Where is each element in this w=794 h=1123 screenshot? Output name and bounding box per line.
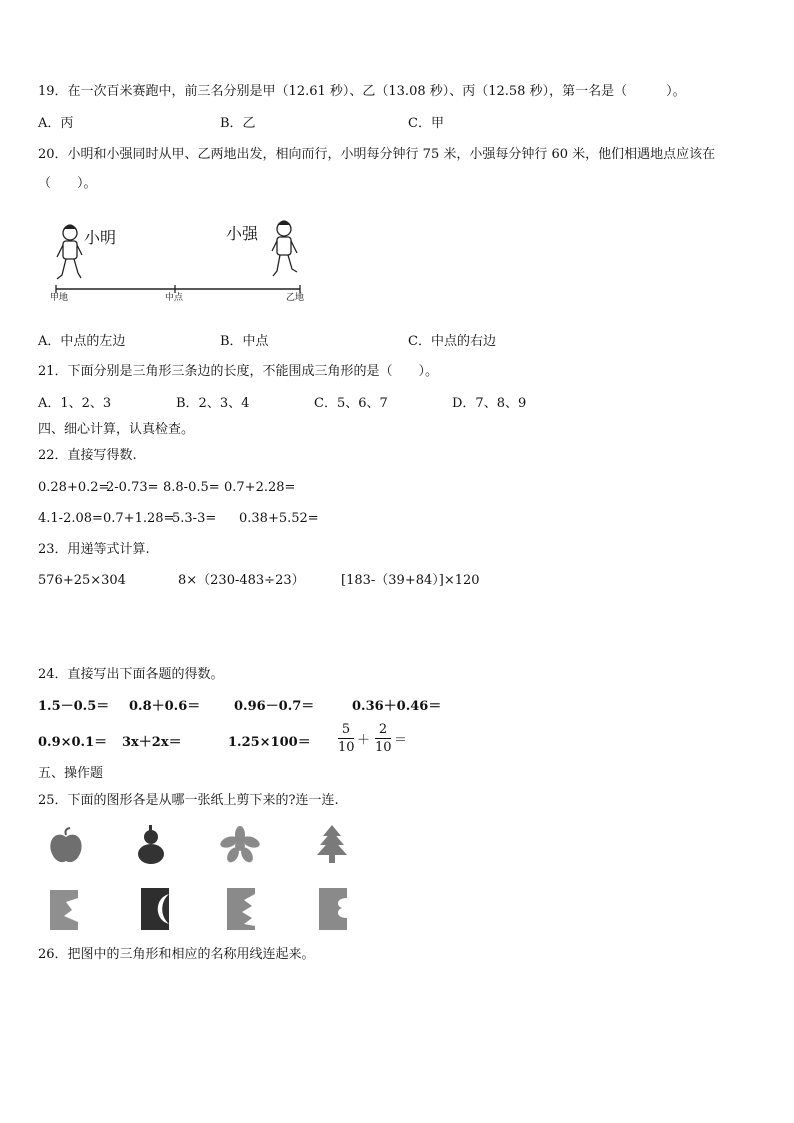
q23-item: 8×（230-483÷23） — [178, 573, 305, 588]
paper-arc-cut-icon — [316, 886, 350, 936]
paper-crescent-cut-icon — [138, 886, 172, 936]
q22-row2-item: 4.1-2.08= — [38, 511, 103, 526]
q22-stem: 22．直接写得数. — [38, 448, 137, 463]
xiaoming-figure — [57, 225, 82, 279]
meeting-diagram — [48, 215, 308, 310]
section-five-title: 五、操作题 — [38, 766, 104, 781]
fraction-equals: ＝ — [394, 733, 408, 748]
q22-row1-item: 0.28+0.2= — [38, 480, 110, 495]
q21-option-a: A．1、2、3 — [38, 396, 112, 411]
q24-row1-item: 1.5－0.5＝ — [38, 699, 110, 714]
q24-row2-item: 0.9×0.1＝ — [38, 735, 108, 750]
q22-row1-item: 8.8-0.5= — [163, 480, 220, 495]
q24-row1-item: 0.36＋0.46＝ — [352, 699, 442, 714]
q22-row1-item: 0.7+2.28= — [224, 480, 296, 495]
q22-row2-item: 5.3-3= — [172, 511, 217, 526]
tree-shape-icon — [315, 824, 349, 868]
q19-stem: 19．在一次百米赛跑中，前三名分别是甲（12.61 秒）、乙（13.08 秒）、丙（12.58 秒），第一名是（ ）。 — [38, 84, 686, 99]
place-yi-label: 乙地 — [286, 293, 305, 303]
q20-option-c: C．中点的右边 — [408, 334, 496, 349]
q24-stem: 24．直接写出下面各题的得数。 — [38, 667, 224, 682]
q20-option-b: B．中点 — [220, 334, 269, 349]
q20-option-a: A．中点的左边 — [38, 334, 126, 349]
flower-shape-icon — [220, 826, 260, 868]
fraction-second — [375, 722, 391, 755]
q24-row1-item: 0.8＋0.6＝ — [129, 699, 201, 714]
q20-stem-line1: 20．小明和小强同时从甲、乙两地出发，相向而行，小明每分钟行 75 米，小强每分钟行 60 米，他们相遇地点应该在 — [38, 147, 716, 162]
fraction-second-numerator: 2 — [378, 722, 388, 737]
place-jia-label: 甲地 — [50, 293, 69, 303]
q24-row2-item: 1.25×100＝ — [228, 735, 311, 750]
q21-option-c: C．5、6、7 — [314, 396, 388, 411]
q22-row2-item: 0.38+5.52= — [239, 511, 319, 526]
q24-row1-item: 0.96－0.7＝ — [234, 699, 315, 714]
fraction-second-denominator: 10 — [375, 740, 392, 755]
paper-star-cut-icon — [48, 888, 82, 936]
xiaoqiang-label: 小强 — [226, 224, 259, 243]
q23-stem: 23．用递等式计算. — [38, 542, 150, 557]
fraction-first-numerator: 5 — [341, 722, 351, 737]
apple-shape-icon — [46, 826, 86, 870]
q22-row1-item: 2-0.73= — [106, 480, 159, 495]
fraction-first-denominator: 10 — [338, 740, 355, 755]
paper-zigzag-cut-icon — [224, 886, 258, 936]
fraction-second-bar — [375, 738, 391, 739]
q26-stem: 26．把图中的三角形和相应的名称用线连起来。 — [38, 947, 315, 962]
q22-row2-item: 0.7+1.28= — [103, 511, 175, 526]
gourd-shape-icon — [134, 824, 168, 870]
xiaoqiang-figure — [272, 221, 297, 276]
q21-option-d: D．7、8、9 — [452, 396, 527, 411]
midpoint-label: 中点 — [165, 293, 184, 303]
q21-option-b: B．2、3、4 — [176, 396, 250, 411]
q19-option-c: C．甲 — [408, 116, 444, 131]
q25-stem: 25．下面的图形各是从哪一张纸上剪下来的?连一连. — [38, 793, 339, 808]
q21-stem: 21．下面分别是三角形三条边的长度，不能围成三角形的是（ ）。 — [38, 364, 439, 379]
section-four-title: 四、细心计算，认真检查。 — [38, 422, 195, 437]
q20-stem-line2: （ ）。 — [38, 176, 97, 191]
fraction-first-bar — [338, 738, 354, 739]
xiaoming-label: 小明 — [84, 228, 117, 247]
q24-row2-item: 3x＋2x＝ — [122, 735, 182, 750]
q23-item: 576+25×304 — [38, 573, 126, 588]
fraction-plus: ＋ — [357, 733, 371, 748]
q19-option-b: B．乙 — [220, 116, 256, 131]
q23-item: [183-（39+84）]×120 — [341, 573, 480, 588]
fraction-first — [338, 722, 354, 755]
q19-option-a: A．丙 — [38, 116, 74, 131]
